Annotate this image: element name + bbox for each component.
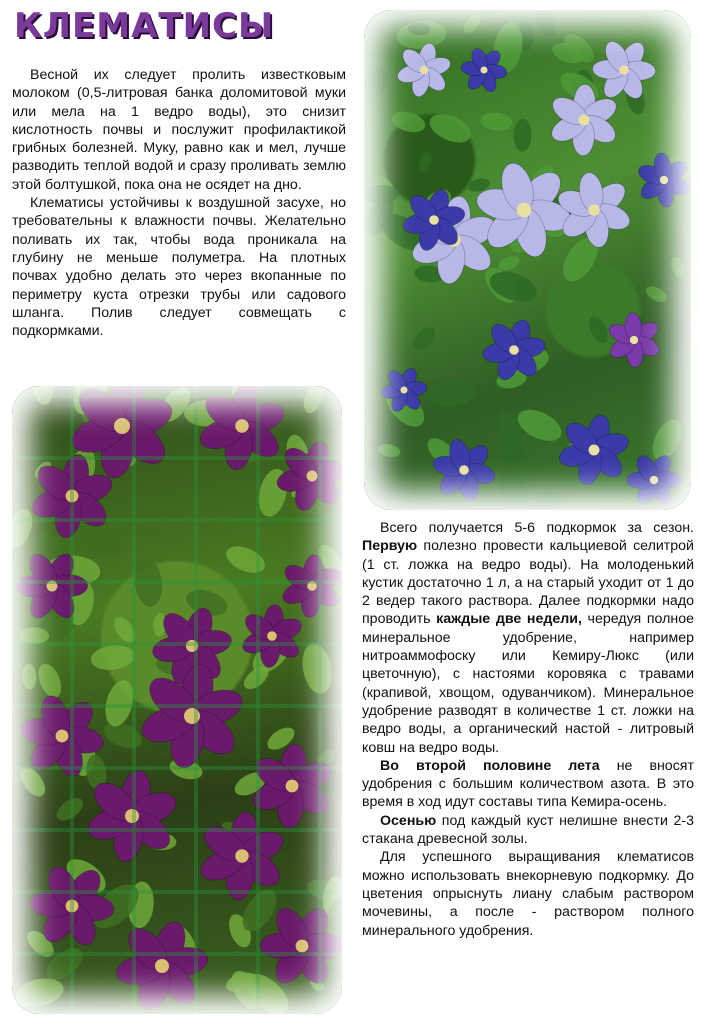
leaf-shape	[409, 324, 439, 354]
leaf-shape	[427, 378, 477, 409]
clematis-flower	[555, 171, 634, 249]
photo-blue-clematis	[364, 10, 691, 510]
clematis-flower	[395, 42, 452, 99]
feeding-first-emphasis: Первую	[362, 538, 418, 555]
trellis-grid	[12, 386, 342, 1014]
flower-center	[630, 336, 638, 344]
left-text-column	[12, 66, 346, 340]
leaf-shape	[513, 119, 532, 152]
flower-center	[589, 445, 600, 456]
leaf-shape	[401, 484, 439, 510]
flower-center	[400, 386, 407, 393]
right-text-column	[362, 519, 694, 940]
flower-center	[459, 465, 469, 475]
clematis-flower	[557, 413, 632, 488]
paragraph-feeding	[362, 519, 694, 757]
feeding-alternation-text: чередуя полное минеральное удобрение, например нитроаммофоску или Кемиру-Люкс (или цветочную), с настоями коровяка с травами (крапивой, хвощом, одуванчиком). Минеральное удобрение разводят в количестве 1 ст. ложки на ведро воды, а органический настой - литровый ковш на ведро воды.	[362, 611, 694, 756]
paragraph-watering: Клематисы устойчивы к воздушной засухе, но требовательны к влажности почвы. Желательно поливать их так, чтобы вода проникала на глубину не меньше полуметра. На плотных почвах удобно делать это через вкопанные по периметру куста отрезки трубы или садового шланга. Полив следует совмещать с подкормками.	[12, 195, 346, 340]
late-summer-emphasis: Во второй половине лета	[380, 757, 600, 774]
paragraph-liming: Весной их следует пролить известковым молоком (0,5-литровая банка доломитовой муки или мела на 1 ведро воды), это снизит кислотность почвы и послужит профилактикой грибных болезней. Муку, равно как и мел, лучше разводить теплой водой и сразу проливать землю этой болтушкой, пока она не осядет на дно.	[12, 67, 346, 193]
leaf-shape	[416, 150, 433, 173]
autumn-text: под каждый куст нелишне внести 2-3 стакана древесной золы.	[362, 812, 694, 848]
feeding-intro: Всего получается 5-6 подкормок за сезон.	[380, 520, 694, 536]
autumn-emphasis: Осенью	[380, 812, 437, 829]
flower-center	[509, 345, 519, 355]
flower-center	[650, 476, 658, 484]
article-title: КЛЕМАТИСЫ	[14, 6, 275, 46]
flower-center	[420, 66, 428, 74]
paragraph-autumn	[362, 812, 694, 849]
leaf-shape	[531, 10, 559, 39]
paragraph-late-summer	[362, 757, 694, 812]
photo-purple-clematis	[12, 386, 342, 1014]
leaf-shape	[479, 111, 513, 132]
leaf-shape	[643, 283, 669, 305]
clematis-flower	[606, 312, 662, 367]
clematis-flower	[592, 38, 656, 103]
flower-center	[517, 203, 532, 218]
feeding-biweekly-emphasis: каждые две недели,	[436, 611, 582, 628]
clematis-flower	[474, 160, 575, 261]
leaf-shape	[364, 184, 399, 204]
flower-center	[660, 176, 668, 184]
leaf-shape	[389, 108, 427, 136]
clematis-flower	[481, 317, 546, 383]
blue-clematis-illustration	[364, 10, 691, 510]
leaf-shape	[669, 255, 687, 279]
leaf-shape	[377, 442, 402, 459]
flower-center	[480, 66, 487, 73]
leaf-shape	[585, 313, 611, 346]
leaf-shape	[460, 12, 484, 36]
leaf-shape	[425, 109, 475, 149]
flower-center	[619, 65, 629, 75]
flower-center	[579, 115, 590, 126]
clematis-flower	[627, 452, 682, 508]
paragraph-foliar: Для успешного выращивания клематисов можно использовать внекорневую подкормку. До цветения опрыснуть лиану слабым раствором мочевины, а после - раствором полного минерального удобрения.	[362, 849, 694, 939]
flower-center	[588, 204, 600, 216]
leaf-shape	[364, 63, 394, 111]
flower-center	[429, 215, 439, 225]
late-summer-text: не вносят удобрения с большим количеством азота. В это время в ход идут составы типа Кемира-осень.	[362, 757, 694, 811]
feeding-first-text: полезно провести кальциевой селитрой (1 ст. ложка на ведро воды). На молоденький кустик достаточно 1 л, а на старый уходит от 1 до 2 ведер такого раствора. Далее подкормки надо проводить	[362, 538, 694, 628]
